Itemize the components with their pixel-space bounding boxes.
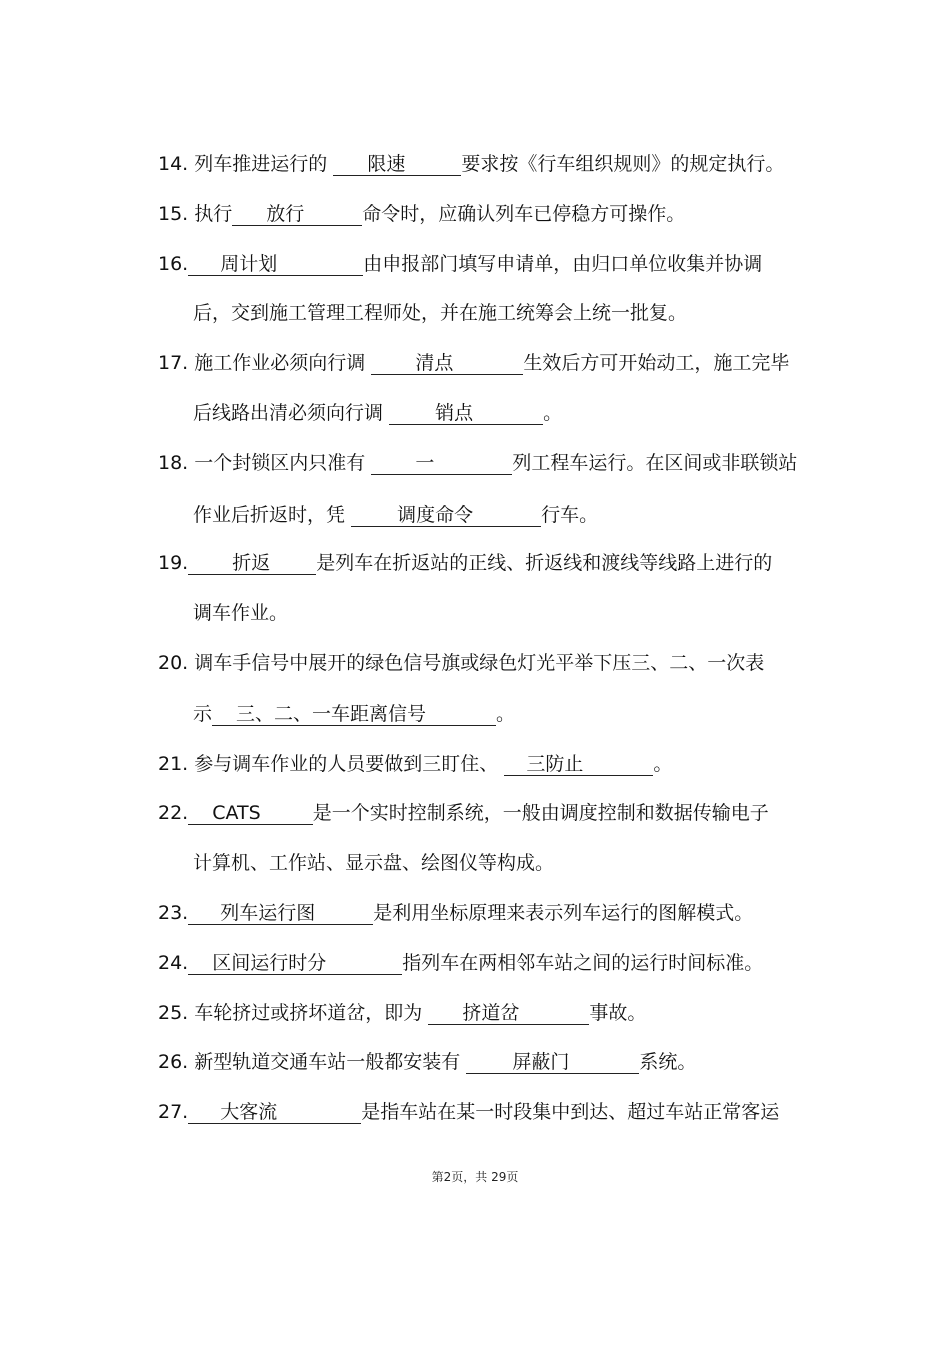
question-text: 。 <box>653 753 673 775</box>
question-text: 施工作业必须向行调 <box>194 352 366 374</box>
question-number: 19. <box>158 552 189 574</box>
answer-blank: 清点 <box>371 352 523 375</box>
question-text: 命令时，应确认列车已停稳方可操作。 <box>362 203 686 225</box>
question-20 <box>158 650 764 676</box>
question-text: 调车手信号中展开的绿色信号旗或绿色灯光平举下压三、二、一次表 <box>194 652 765 674</box>
question-text: 。 <box>543 402 563 424</box>
question-number: 17. <box>158 352 189 374</box>
question-number: 26. <box>158 1051 189 1073</box>
question-number: 23. <box>158 902 189 924</box>
question-17 <box>158 350 789 376</box>
question-text: 生效后方可开始动工，施工完毕 <box>523 352 790 374</box>
question-text: 是列车在折返站的正线、折返线和渡线等线路上进行的 <box>316 552 773 574</box>
question-23 <box>158 900 753 926</box>
question-22 <box>158 800 769 826</box>
question-text: 作业后折返时，凭 <box>193 504 346 526</box>
question-text: 列车推进运行的 <box>194 153 328 175</box>
question-25 <box>158 1000 646 1026</box>
question-number: 14. <box>158 153 189 175</box>
question-text: 事故。 <box>589 1002 647 1024</box>
question-text: 。 <box>496 703 516 725</box>
question-text: 由申报部门填写申请单，由归口单位收集并协调 <box>363 253 763 275</box>
answer-blank: 区间运行时分 <box>188 952 402 975</box>
question-text: 后线路出清必须向行调 <box>193 402 384 424</box>
question-number: 25. <box>158 1002 189 1024</box>
question-18 <box>158 450 797 476</box>
question-text: 系统。 <box>639 1051 697 1073</box>
question-21 <box>158 751 672 777</box>
question-text: 指列车在两相邻车站之间的运行时间标准。 <box>402 952 764 974</box>
question-number: 22. <box>158 802 189 824</box>
answer-blank: 限速 <box>333 153 461 176</box>
answer-blank: 大客流 <box>188 1101 361 1124</box>
question-text: 行车。 <box>541 504 599 526</box>
answer-blank: 调度命令 <box>351 504 541 527</box>
question-text: 调车作业。 <box>193 602 289 624</box>
question-number: 20. <box>158 652 189 674</box>
question-text: 后，交到施工管理工程师处，并在施工统筹会上统一批复。 <box>193 302 688 324</box>
question-text: 列工程车运行。在区间或非联锁站 <box>512 452 798 474</box>
question-number: 27. <box>158 1101 189 1123</box>
question-16 <box>158 251 762 277</box>
answer-blank: 挤道岔 <box>428 1002 589 1025</box>
question-text: 是利用坐标原理来表示列车运行的图解模式。 <box>373 902 754 924</box>
question-19 <box>158 550 772 576</box>
question-number: 18. <box>158 452 189 474</box>
answer-blank: 放行 <box>232 203 362 226</box>
answer-blank: 三防止 <box>504 753 653 776</box>
answer-blank: 三、二、一车距离信号 <box>212 703 496 726</box>
question-text: 参与调车作业的人员要做到三盯住、 <box>194 753 499 775</box>
question-text: 计算机、工作站、显示盘、绘图仪等构成。 <box>193 852 555 874</box>
question-number: 24. <box>158 952 189 974</box>
question-16-continuation <box>193 300 687 326</box>
question-text: 是一个实时控制系统，一般由调度控制和数据传输电子 <box>312 802 769 824</box>
page-footer: 第2页，共 29页 <box>431 1170 519 1184</box>
question-18-continuation <box>193 502 598 528</box>
question-text: 示 <box>193 703 213 725</box>
question-number: 15. <box>158 203 189 225</box>
answer-blank: 列车运行图 <box>188 902 373 925</box>
question-text: 新型轨道交通车站一般都安装有 <box>194 1051 461 1073</box>
question-text: 要求按《行车组织规则》的规定执行。 <box>461 153 785 175</box>
question-text: 执行 <box>194 203 233 225</box>
answer-blank: 折返 <box>188 552 316 575</box>
question-27 <box>158 1099 779 1125</box>
question-text: 车轮挤过或挤坏道岔，即为 <box>194 1002 423 1024</box>
answer-blank: 一 <box>371 452 512 475</box>
answer-blank: 屏蔽门 <box>466 1051 639 1074</box>
question-15 <box>158 201 685 227</box>
question-19-continuation <box>193 600 288 626</box>
answer-blank: 销点 <box>389 402 543 425</box>
question-17-continuation <box>193 400 562 426</box>
question-26 <box>158 1049 696 1075</box>
answer-blank: CATS <box>188 802 312 825</box>
question-text: 一个封锁区内只准有 <box>194 452 366 474</box>
answer-blank: 周计划 <box>188 253 363 276</box>
question-14 <box>158 151 784 177</box>
question-number: 21. <box>158 753 189 775</box>
question-text: 是指车站在某一时段集中到达、超过车站正常客运 <box>361 1101 780 1123</box>
question-number: 16. <box>158 253 189 275</box>
question-20-continuation <box>193 701 515 727</box>
question-22-continuation <box>193 850 554 876</box>
question-24 <box>158 950 763 976</box>
